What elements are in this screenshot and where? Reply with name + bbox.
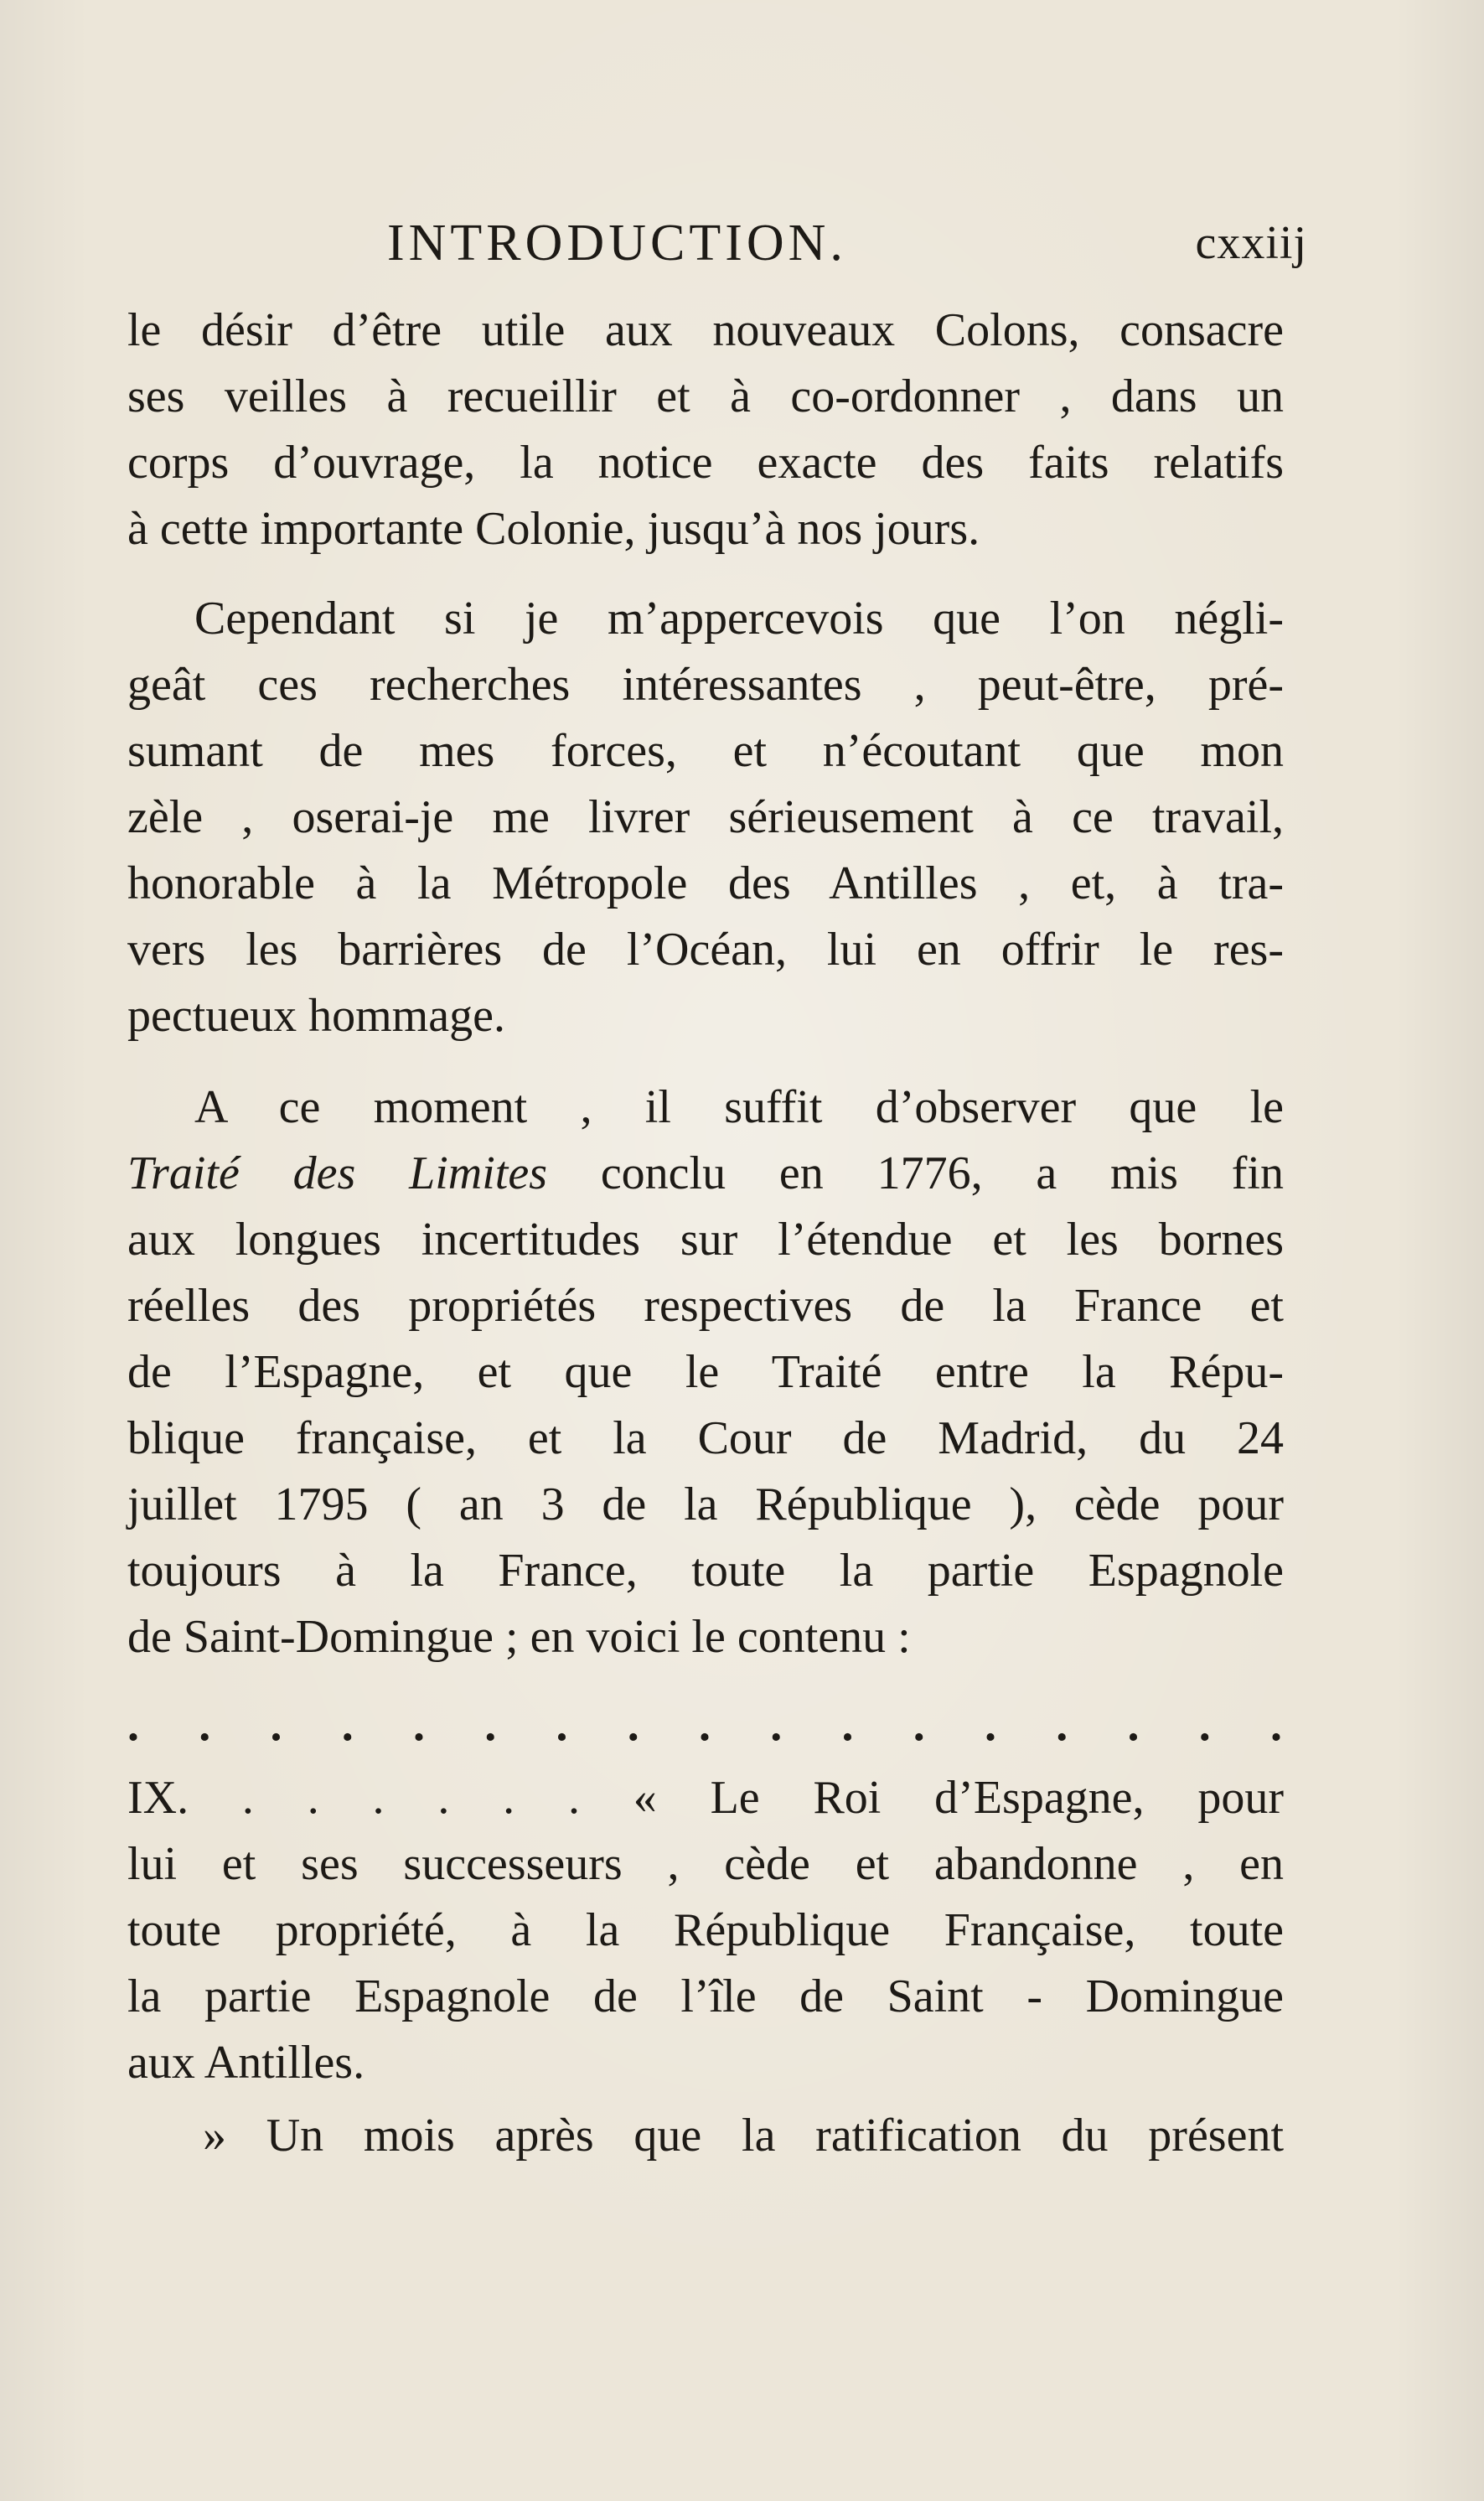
text-line: blique française, et la Cour de Madrid, du 24	[127, 1412, 1284, 1464]
text-line: vers les barrières de l’Océan, lui en offrir le res-	[127, 924, 1284, 976]
text-line: sumant de mes forces, et n’écoutant que mon	[127, 725, 1284, 777]
text-line: aux Antilles.	[127, 2037, 365, 2089]
treaty-title: Traité des Limites	[127, 1147, 548, 1199]
text-line: la partie Espagnole de l’île de Saint - Domingue	[127, 1970, 1284, 2022]
text-line: toujours à la France, toute la partie Espagnole	[127, 1545, 1284, 1597]
paragraph-4	[127, 1765, 1284, 2096]
running-head-title: INTRODUCTION.	[387, 215, 847, 272]
page-number: cxxiij	[1195, 217, 1307, 269]
text-line: corps d’ouvrage, la notice exacte des faits relatifs	[127, 437, 1284, 489]
text-line: le désir d’être utile aux nouveaux Colons, consacre	[127, 304, 1284, 356]
running-head	[126, 210, 1307, 277]
text-line: à cette importante Colonie, jusqu’à nos jours.	[127, 503, 980, 555]
paragraph-1	[127, 298, 1284, 562]
text-line	[127, 1141, 1284, 1207]
paragraph-2	[127, 586, 1284, 1049]
text-line: aux longues incertitudes sur l’étendue et les bornes	[127, 1214, 1284, 1266]
text-line: pectueux hommage.	[127, 990, 505, 1042]
text-line-rest: conclu en 1776, a mis fin	[547, 1147, 1284, 1199]
body-text	[127, 298, 1284, 2169]
paragraph-3	[127, 1074, 1284, 1670]
ellipsis-row: . . . . . . . . . . . . . . . . .	[127, 1699, 1284, 1751]
paragraph-5	[127, 2103, 1284, 2169]
text-line: réelles des propriétés respectives de la France et	[127, 1280, 1284, 1332]
text-line: ses veilles à recueillir et à co-ordonner , dans un	[127, 370, 1284, 422]
text-line: Cependant si je m’appercevois que l’on négli-	[194, 593, 1284, 645]
text-line: zèle , oserai-je me livrer sérieusement à ce travail,	[127, 791, 1284, 843]
text-line: de Saint-Domingue ; en voici le contenu :	[127, 1611, 911, 1663]
text-line: geât ces recherches intéressantes , peut-être, pré-	[127, 659, 1284, 711]
text-line: A ce moment , il suffit d’observer que le	[194, 1081, 1284, 1133]
text-line: de l’Espagne, et que le Traité entre la Répu-	[127, 1346, 1284, 1398]
text-line: toute propriété, à la République Française, toute	[127, 1904, 1284, 1956]
text-line: juillet 1795 ( an 3 de la République ), cède pour	[127, 1478, 1284, 1530]
text-line: IX. . . . . . . « Le Roi d’Espagne, pour	[127, 1772, 1284, 1824]
text-line: honorable à la Métropole des Antilles , et, à tra-	[127, 857, 1284, 909]
text-line: » Un mois après que la ratification du présent	[203, 2110, 1284, 2162]
text-line: lui et ses successeurs , cède et abandonne , en	[127, 1838, 1284, 1890]
